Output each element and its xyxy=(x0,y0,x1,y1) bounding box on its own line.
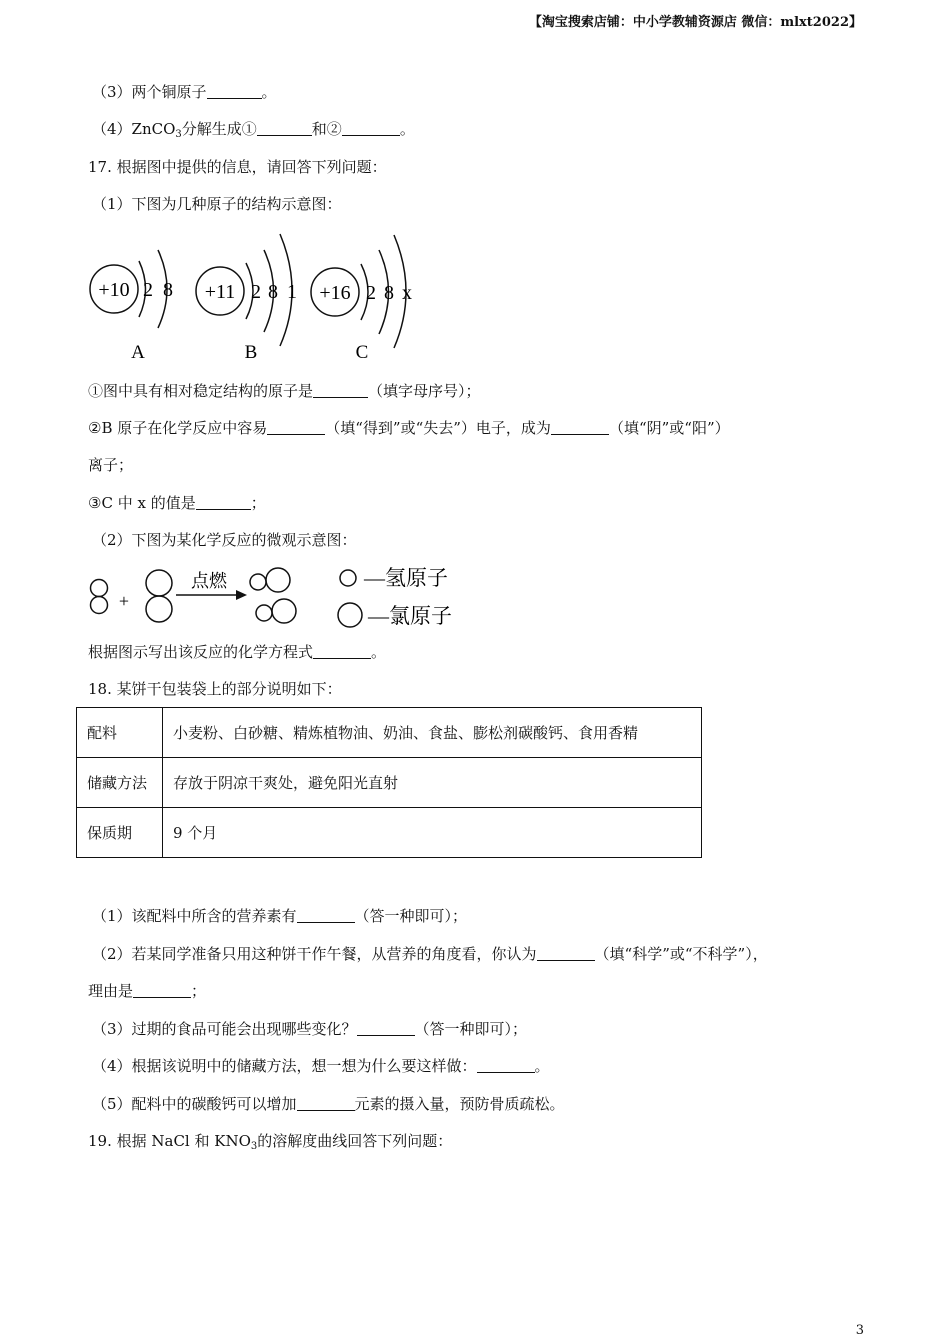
q18-stem: 18. 某饼干包装袋上的部分说明如下： xyxy=(88,680,342,698)
answer-blank[interactable] xyxy=(297,1095,355,1111)
shell-electrons: 8 xyxy=(268,281,278,303)
atom-c xyxy=(311,235,412,363)
table-row xyxy=(77,808,702,858)
answer-blank[interactable] xyxy=(537,945,595,961)
legend-chlorine xyxy=(338,603,452,628)
q17-stem: 17. 根据图中提供的信息，请回答下列问题： xyxy=(88,158,387,176)
answer-blank[interactable] xyxy=(357,1020,415,1036)
reaction-arrow xyxy=(176,590,247,600)
table-row xyxy=(77,708,702,758)
table-key: 储藏方法 xyxy=(77,758,163,808)
answer-blank[interactable] xyxy=(313,643,371,659)
hcl-molecule xyxy=(250,568,290,592)
shell-electrons: 1 xyxy=(287,281,297,303)
shell-electrons: 8 xyxy=(163,279,173,301)
q17-sub3: ③C 中 x 的值是 ； xyxy=(88,494,266,512)
q18-part4: （4）根据该说明中的储藏方法，想一想为什么要这样做： 。 xyxy=(92,1057,550,1075)
atom-structure-diagram xyxy=(80,228,440,368)
atom-label: C xyxy=(355,342,369,363)
table-value: 存放于阴凉干爽处，避免阳光直射 xyxy=(163,758,702,808)
answer-blank[interactable] xyxy=(477,1057,535,1073)
q17-part2: （2）下图为某化学反应的微观示意图： xyxy=(92,531,357,549)
atom-a xyxy=(90,250,173,363)
nucleus-charge: +16 xyxy=(319,282,351,304)
nucleus-charge: +11 xyxy=(204,281,236,303)
shell-electrons: 2 xyxy=(366,282,376,304)
q16-part3: （3）两个铜原子 。 xyxy=(92,83,277,101)
q17-sub1: ①图中具有相对稳定结构的原子是 （填字母序号）； xyxy=(88,382,481,400)
q18-part2: （2）若某同学准备只用这种饼干作午餐，从营养的角度看，你认为 （填“科学”或“不科学”）， xyxy=(92,945,768,963)
reaction-condition: 点燃 xyxy=(191,571,227,591)
svg-text:—氯原子: —氯原子 xyxy=(368,604,452,628)
shell-electrons: 2 xyxy=(143,279,153,301)
q16-part4: （4）ZnCO$_3$分解生成① 和② 。 xyxy=(92,120,415,140)
svg-text:—氢原子: —氢原子 xyxy=(364,566,448,590)
table-value: 小麦粉、白砂糖、精炼植物油、奶油、食盐、膨松剂碳酸钙、食用香精 xyxy=(163,708,702,758)
table-key: 配料 xyxy=(77,708,163,758)
hcl-molecule xyxy=(256,599,296,623)
atom-label: B xyxy=(244,342,258,363)
q18-part1: （1）该配料中所含的营养素有 （答一种即可）； xyxy=(92,907,468,925)
legend-hydrogen xyxy=(340,566,448,590)
answer-blank[interactable] xyxy=(551,419,609,435)
answer-blank[interactable] xyxy=(342,120,400,136)
table-row xyxy=(77,758,702,808)
answer-blank[interactable] xyxy=(297,907,355,923)
answer-blank[interactable] xyxy=(267,419,325,435)
answer-blank[interactable] xyxy=(257,120,312,136)
reaction-micro-diagram xyxy=(84,560,484,635)
q18-part5: （5）配料中的碳酸钙可以增加 元素的摄入量，预防骨质疏松。 xyxy=(92,1095,565,1113)
shell-electrons: x xyxy=(402,282,412,304)
answer-blank[interactable] xyxy=(313,382,368,398)
page-number: 3 xyxy=(855,1323,864,1338)
shell-electrons: 8 xyxy=(384,282,394,304)
answer-blank[interactable] xyxy=(207,83,262,99)
chlorine-molecule xyxy=(146,570,172,622)
table-value: 9 个月 xyxy=(163,808,702,858)
q17-sub2-cont: 离子； xyxy=(88,456,134,474)
q17-part1: （1）下图为几种原子的结构示意图： xyxy=(92,195,342,213)
answer-blank[interactable] xyxy=(133,982,191,998)
answer-blank[interactable] xyxy=(196,494,251,510)
nucleus-charge: +10 xyxy=(98,279,130,301)
atom-b xyxy=(196,234,297,363)
table-key: 保质期 xyxy=(77,808,163,858)
q17-sub2: ②B 原子在化学反应中容易 （填“得到”或“失去”）电子，成为 （填“阴”或“阳”） xyxy=(88,419,730,437)
q18-part2-cont: 理由是 ； xyxy=(88,982,207,1000)
shell-electrons: 2 xyxy=(251,281,261,303)
biscuit-info-table xyxy=(76,707,702,858)
q18-part3: （3）过期的食品可能会出现哪些变化？ （答一种即可）； xyxy=(92,1020,528,1038)
atom-label: A xyxy=(131,342,145,363)
q17-sub4: 根据图示写出该反应的化学方程式 。 xyxy=(88,643,387,661)
plus-sign: + xyxy=(118,591,130,611)
hydrogen-molecule xyxy=(91,580,108,614)
q19-stem: 19. 根据 NaCl 和 $KNO_3$的溶解度曲线回答下列问题： xyxy=(88,1132,453,1152)
store-banner: 【淘宝搜索店铺：中小学教辅资源店 微信：mlxt2022】 xyxy=(528,15,862,30)
